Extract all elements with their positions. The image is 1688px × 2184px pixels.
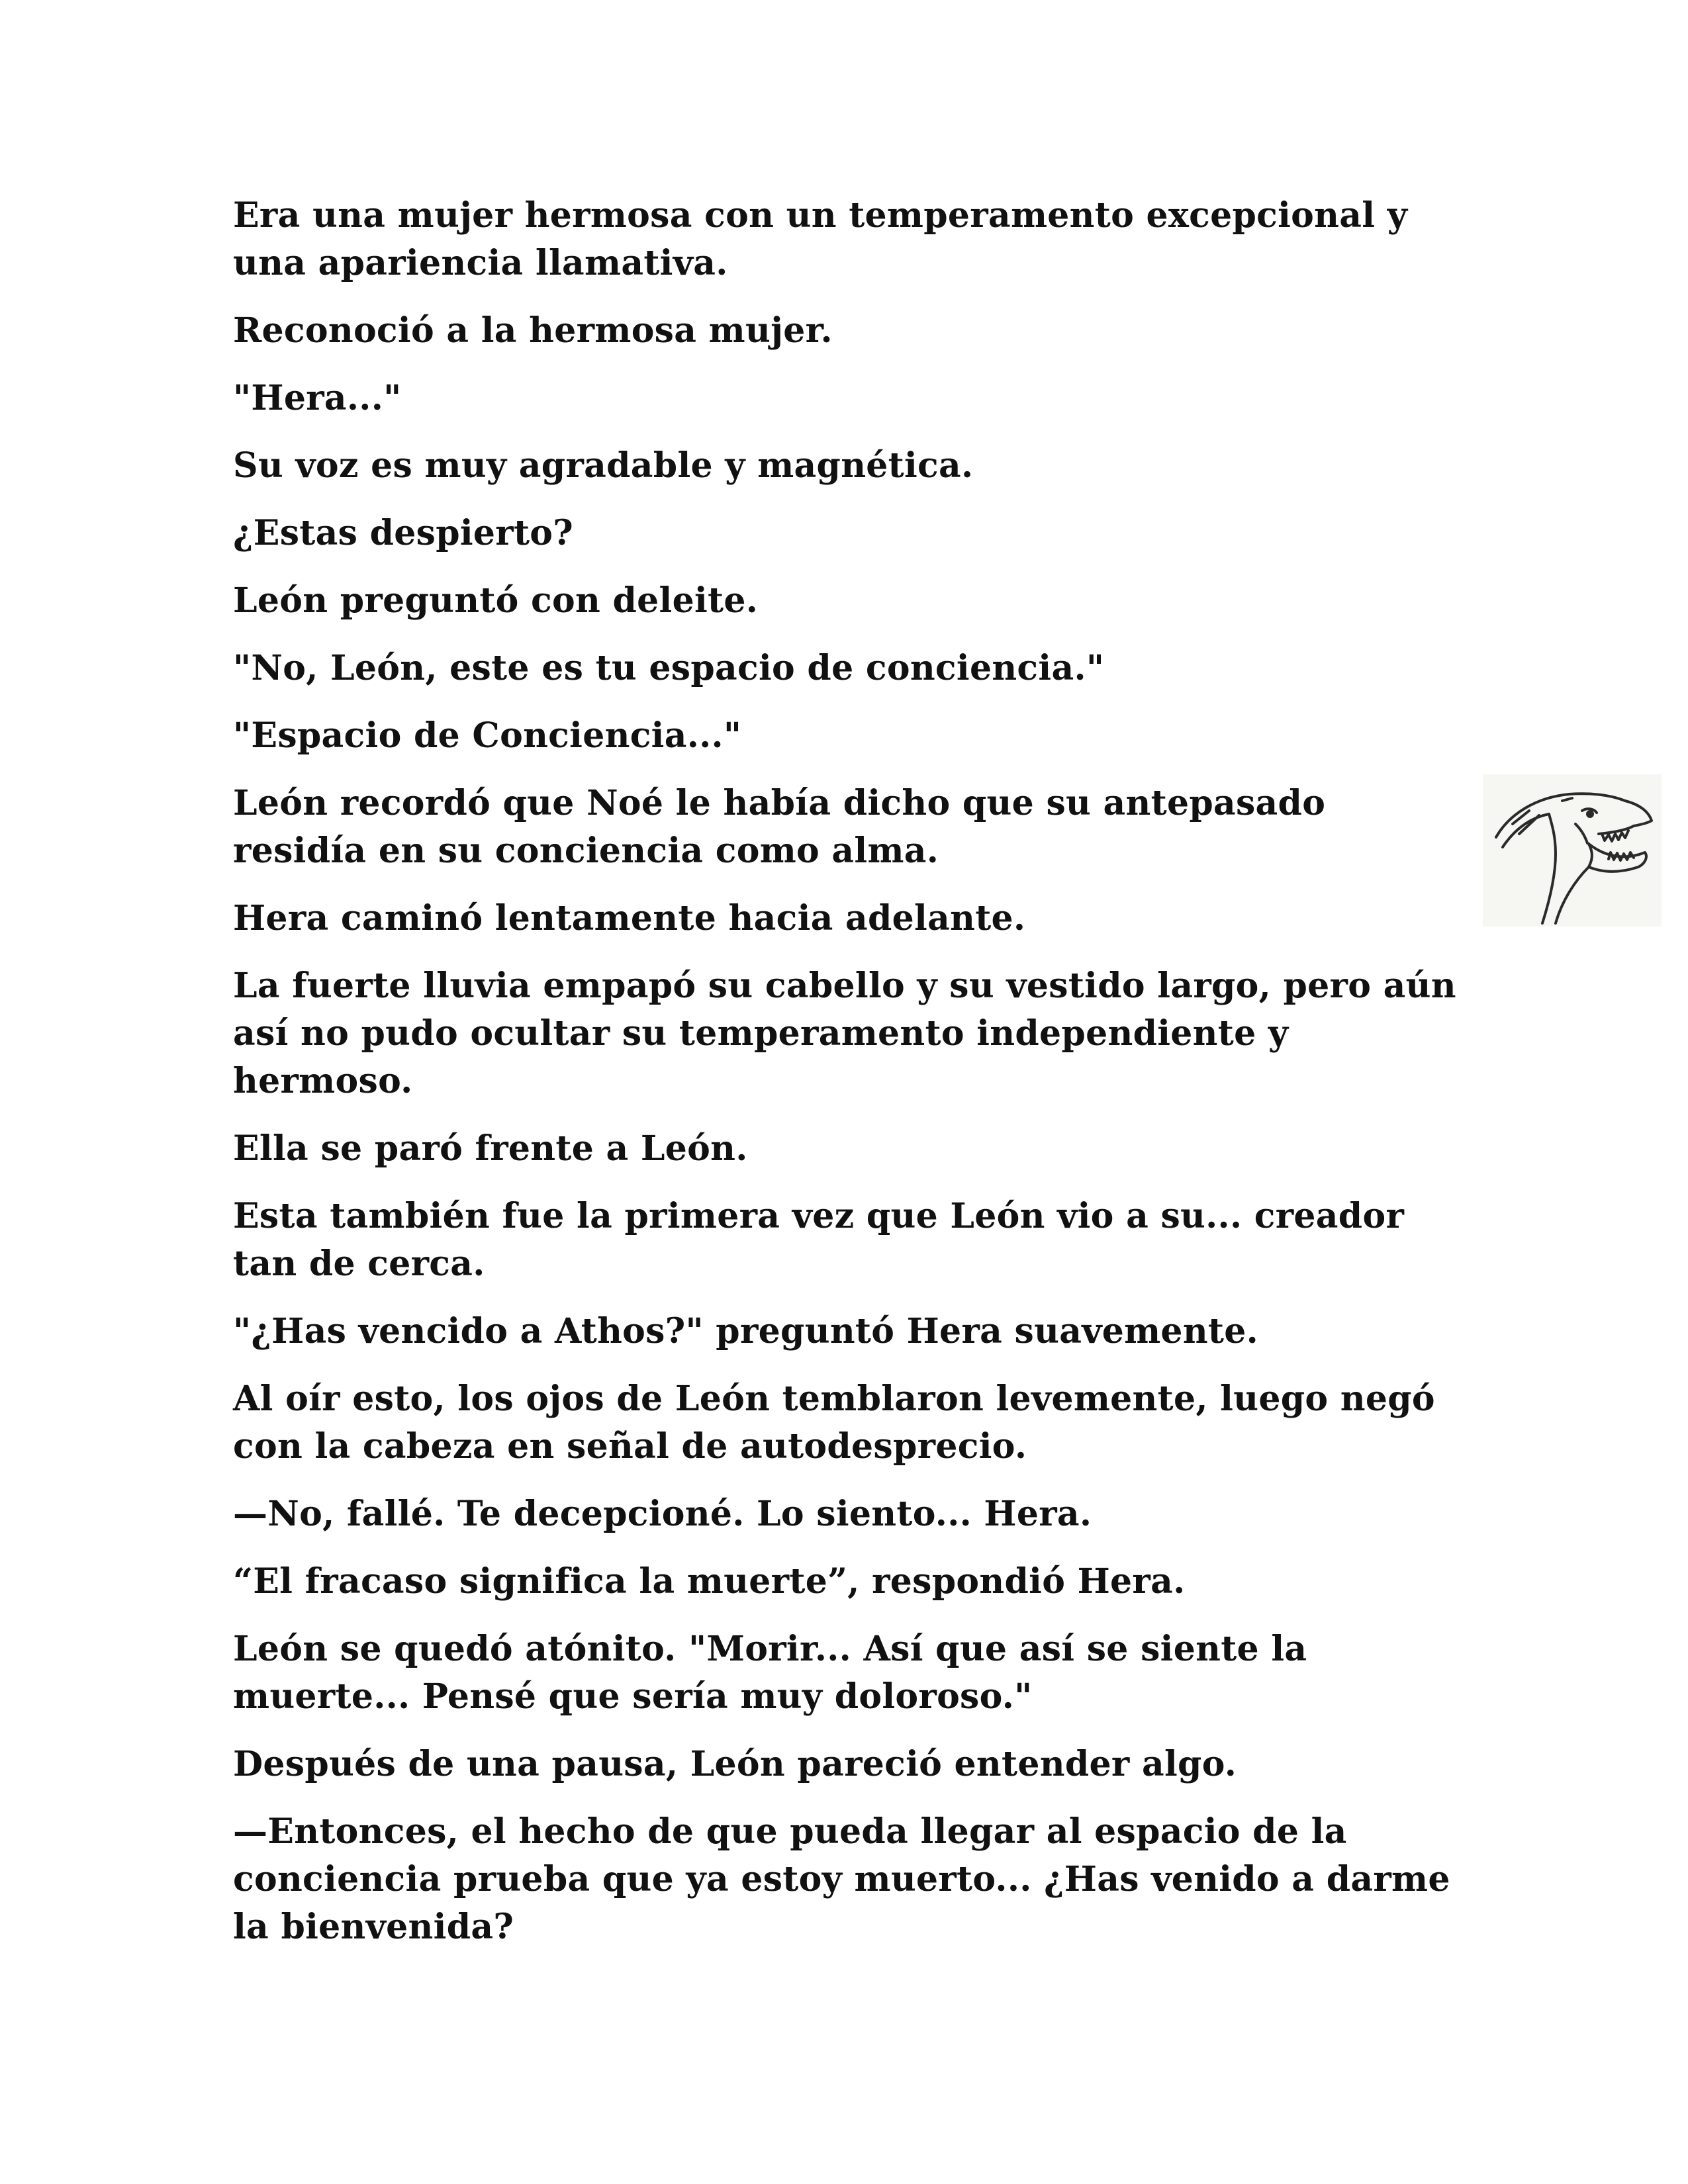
paragraph-7: "No, León, este es tu espacio de conciencia." — [233, 648, 1105, 688]
paragraph-14: "¿Has vencido a Athos?" preguntó Hera suavemente. — [233, 1311, 1259, 1351]
paragraph-3: "Hera..." — [233, 378, 402, 418]
paragraph-12: Ella se paró frente a León. — [233, 1128, 748, 1169]
paragraph-6: León preguntó con deleite. — [233, 580, 759, 621]
paragraph-10: Hera caminó lentamente hacia adelante. — [233, 898, 1026, 938]
paragraph-5: ¿Estas despierto? — [233, 513, 574, 553]
paragraph-2: Reconoció a la hermosa mujer. — [233, 310, 833, 351]
paragraph-13: Esta también fue la primera vez que León vio a su... creador tan de cerca. — [233, 1196, 1405, 1284]
paragraph-20: —Entonces, el hecho de que pueda llegar al espacio de la conciencia prueba que ya estoy muerto... ¿Has venido a darme la bienvenida? — [233, 1811, 1450, 1947]
paragraph-18: León se quedó atónito. "Morir... Así que así se siente la muerte... Pensé que sería muy doloroso." — [233, 1629, 1307, 1717]
paragraph-9: León recordó que Noé le había dicho que su antepasado residía en su conciencia como alma. — [233, 783, 1326, 871]
paragraph-8: "Espacio de Conciencia..." — [233, 715, 742, 756]
story-text — [233, 192, 1458, 1971]
paragraph-19: Después de una pausa, León pareció entender algo. — [233, 1744, 1237, 1784]
paragraph-16: —No, fallé. Te decepcioné. Lo siento... Hera. — [233, 1494, 1092, 1534]
paragraph-11: La fuerte lluvia empapó su cabello y su vestido largo, pero aún así no pudo ocultar su temperamento independiente y hermoso. — [233, 966, 1456, 1101]
paragraph-17: “El fracaso significa la muerte”, respondió Hera. — [233, 1561, 1186, 1602]
paragraph-4: Su voz es muy agradable y magnética. — [233, 445, 974, 486]
paragraph-1: Era una mujer hermosa con un temperamento excepcional y una apariencia llamativa. — [233, 195, 1408, 283]
dinosaur-head-icon — [1483, 774, 1662, 927]
paragraph-15: Al oír esto, los ojos de León temblaron levemente, luego negó con la cabeza en señal de autodesprecio. — [233, 1379, 1435, 1467]
